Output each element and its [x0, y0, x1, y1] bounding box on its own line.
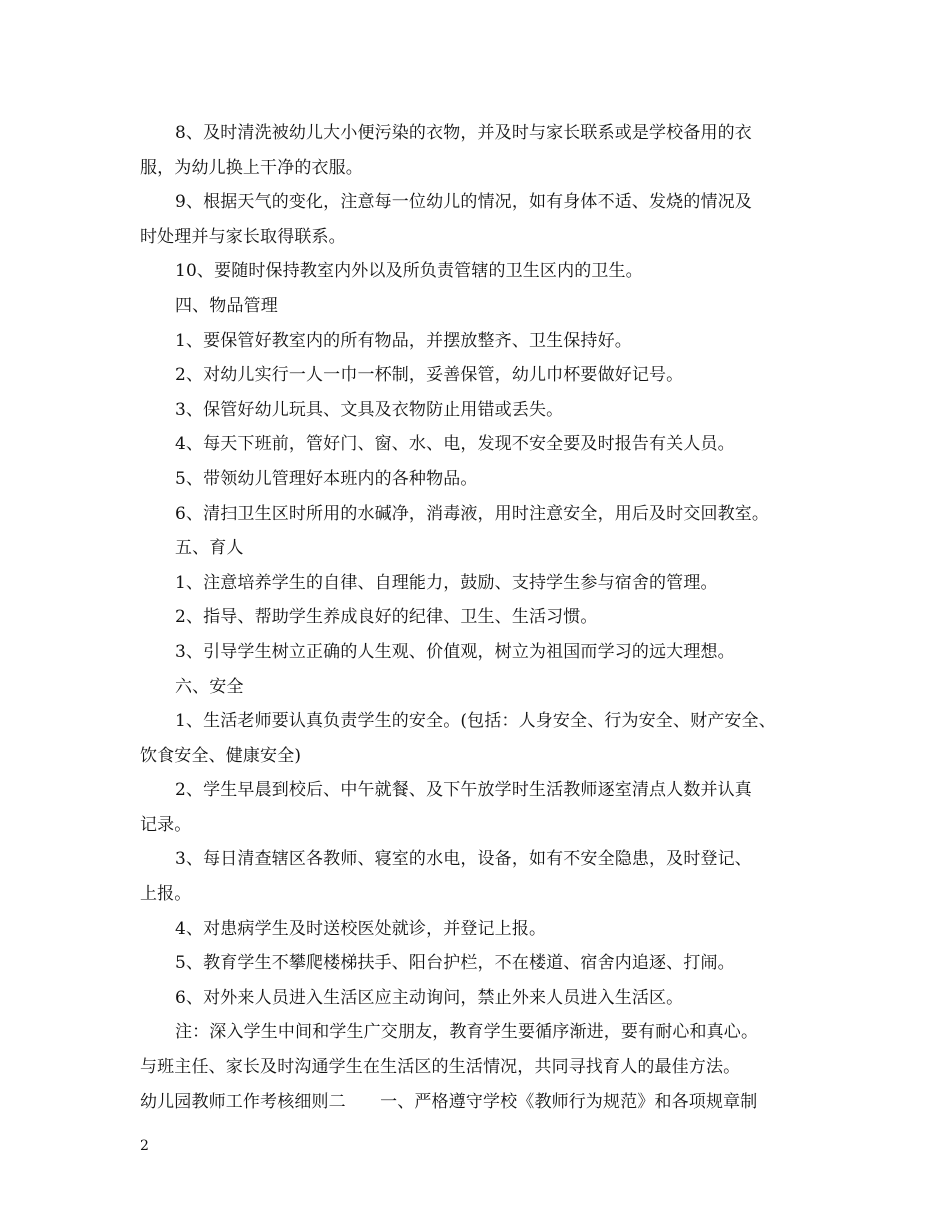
text-line: 记录。	[140, 814, 192, 835]
text-line: 9、根据天气的变化，注意每一位幼儿的情况，如有身体不适、发烧的情况及	[175, 192, 752, 213]
text-line: 注：深入学生中间和学生广交朋友，教育学生要循序渐进，要有耐心和真心。	[175, 1022, 759, 1043]
text-line: 6、对外来人员进入生活区应主动询问，禁止外来人员进入生活区。	[175, 987, 684, 1008]
text-line: 饮食安全、健康安全)	[140, 745, 302, 766]
text-line: 上报。	[140, 884, 192, 905]
document-body	[140, 116, 830, 1119]
text-line: 2、对幼儿实行一人一巾一杯制，妥善保管，幼儿巾杯要做好记号。	[175, 365, 684, 386]
text-line: 1、生活老师要认真负责学生的安全。(包括：人身安全、行为安全、财产安全、	[175, 711, 776, 732]
text-line: 8、及时清洗被幼儿大小便污染的衣物，并及时与家长联系或是学校备用的衣	[175, 123, 752, 143]
text-line: 4、每天下班前，管好门、窗、水、电，发现不安全要及时报告有关人员。	[175, 434, 735, 455]
text-line: 6、清扫卫生区时所用的水碱净，消毒液，用时注意安全，用后及时交回教室。	[175, 503, 770, 524]
text-line: 时处理并与家长取得联系。	[140, 226, 346, 247]
text-line: 3、每日清查辖区各教师、寝室的水电，设备，如有不安全隐患，及时登记、	[175, 849, 752, 870]
text-line: 5、教育学生不攀爬楼梯扶手、阳台护栏，不在楼道、宿舍内追逐、打闹。	[175, 953, 735, 974]
text-line: 服，为幼儿换上干净的衣服。	[140, 157, 363, 178]
text-line: 五、育人	[175, 538, 244, 559]
text-line: 幼儿园教师工作考核细则二 一、严格遵守学校《教师行为规范》和各项规章制	[140, 1091, 758, 1112]
text-line: 1、要保管好教室内的所有物品，并摆放整齐、卫生保持好。	[175, 330, 632, 351]
text-line: 5、带领幼儿管理好本班内的各种物品。	[175, 468, 478, 489]
text-line: 3、引导学生树立正确的人生观、价值观，树立为祖国而学习的远大理想。	[175, 641, 735, 662]
text-line: 10、要随时保持教室内外以及所负责管辖的卫生区内的卫生。	[175, 261, 643, 282]
text-line: 1、注意培养学生的自律、自理能力，鼓励、支持学生参与宿舍的管理。	[175, 572, 718, 593]
text-line: 4、对患病学生及时送校医处就诊，并登记上报。	[175, 918, 547, 939]
page-number: 2	[140, 1138, 149, 1154]
text-line: 四、物品管理	[175, 295, 278, 316]
text-line: 2、指导、帮助学生养成良好的纪律、卫生、生活习惯。	[175, 607, 598, 628]
text-line: 与班主任、家长及时沟通学生在生活区的生活情况，共同寻找育人的最佳方法。	[140, 1057, 741, 1078]
text-line: 六、安全	[175, 676, 244, 697]
text-line: 2、学生早晨到校后、中午就餐、及下午放学时生活教师逐室清点人数并认真	[175, 780, 752, 801]
text-line: 3、保管好幼儿玩具、文具及衣物防止用错或丢失。	[175, 399, 564, 420]
